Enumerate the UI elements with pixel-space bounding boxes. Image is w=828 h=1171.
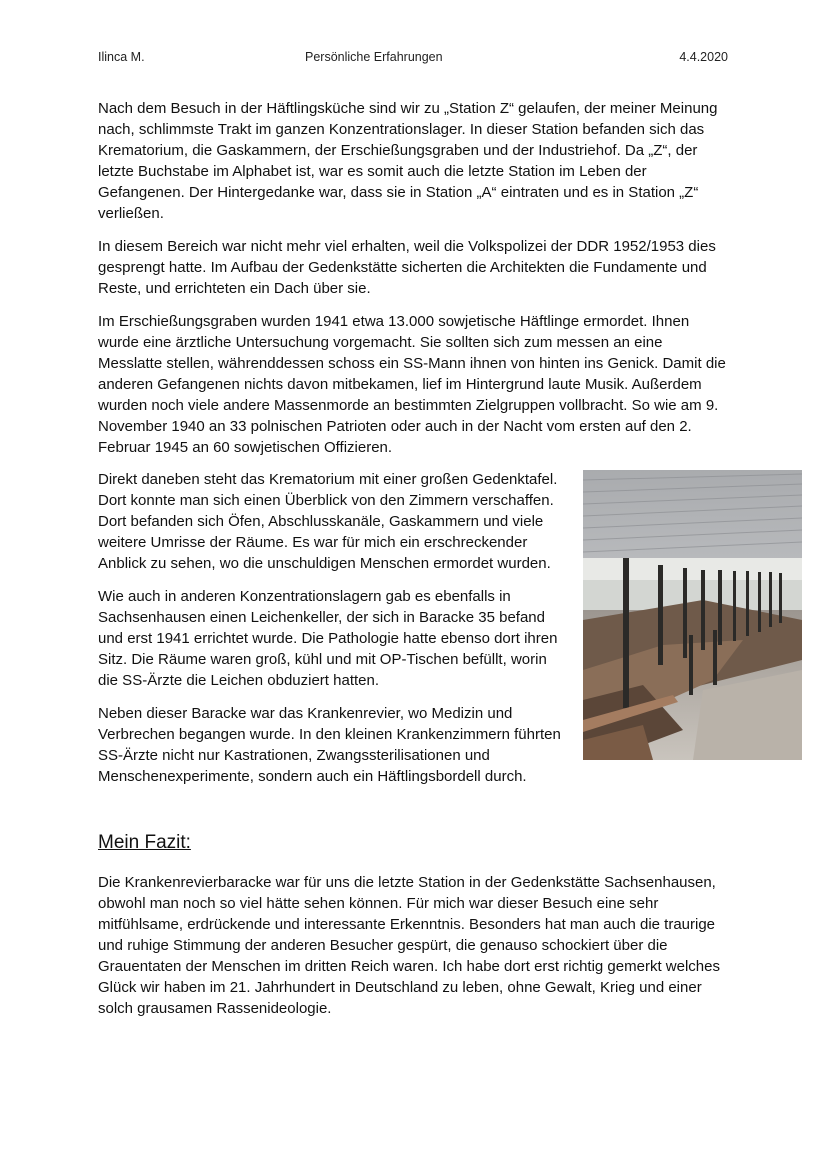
paragraph-station-z: Nach dem Besuch in der Häftlingsküche sind wir zu „Station Z“ gelaufen, der meiner Meinung nach, schlimmste Trakt im ganzen Konzentrationslager. In dieser Station befanden sich das Krematorium, die Gaskammern, der Erschießungsgraben und der Industriehof. Da „Z“, der letzte Buchstabe im Alphabet ist, war es somit auch die letzte Station im Leben der Gefangenen. Der Hintergedanke war, dass sie in Station „A“ eintraten und es in Station „Z“ verließen. <box>98 100 718 222</box>
paragraph-krankenrevier: Neben dieser Baracke war das Krankenrevier, wo Medizin und Verbrechen begangen wurde. In den kleinen Krankenzimmern führten SS-Ärzte nicht nur Kastrationen, Zwangssterilisationen und Menschenexperimente, sondern auch ein Häftlingsbordell durch. <box>98 705 561 785</box>
paragraph-fazit: Die Krankenrevierbaracke war für uns die letzte Station in der Gedenkstätte Sachsenhausen, obwohl man noch so viel hätte sehen können. Für mich war dieser Besuch eine sehr mitfühlsame, erdrückende und interessante Erkenntnis. Besonders hat man auch die traurige und ruhige Stimmung der anderen Besucher gespürt, die genauso schockiert über die Grauentaten der Menschen im dritten Reich waren. Ich habe dort erst richtig gemerkt welches Glück wir haben im 21. Jahrhundert in Deutschland zu leben, ohne Gewalt, Krieg und einer solch grausamen Rassenideologie. <box>98 874 720 1017</box>
paragraph-erschiessungsgraben: Im Erschießungsgraben wurden 1941 etwa 13.000 sowjetische Häftlinge ermordet. Ihnen wurde eine ärztliche Untersuchung vorgemacht. Sie sollten sich zum messen an eine Messlatte stellen, währenddessen schoss ein SS-Mann ihnen von hinten ins Genick. Damit die anderen Gefangenen nichts davon mitbekamen, lief im Hintergrund laute Musik. Außerdem wurden noch viele andere Massenmorde an bestimmten Zielgruppen vollbracht. So wie am 9. November 1940 an 33 polnischen Patrioten oder auch in der Nacht vom ersten auf den 2. Februar 1945 an 60 sowjetischen Offizieren. <box>98 313 726 456</box>
fazit-heading: Mein Fazit: <box>98 832 191 853</box>
header-author: Ilinca M. <box>98 50 145 64</box>
paragraph-ddr: In diesem Bereich war nicht mehr viel erhalten, weil die Volkspolizei der DDR 1952/1953 dies gesprengt hatte. Im Aufbau der Gedenkstätte sicherten die Architekten die Fundamente und Reste, und errichteten ein Dach über sie. <box>98 238 716 297</box>
header-date: 4.4.2020 <box>679 50 728 64</box>
paragraph-krematorium: Direkt daneben steht das Krematorium mit einer großen Gedenktafel. Dort konnte man sich einen Überblick von den Zimmern verschaffen. Dort befanden sich Öfen, Abschlusskanäle, Gaskammern und viele weitere Umrisse der Räume. Es war für mich ein erschreckender Anblick zu sehen, wo die unschuldigen Menschen ermordet wurden. <box>98 471 558 572</box>
document-body <box>98 98 730 1031</box>
paragraph-leichenkeller: Wie auch in anderen Konzentrationslagern gab es ebenfalls in Sachsenhausen einen Leichenkeller, der sich in Baracke 35 befand und erst 1941 errichtet wurde. Die Pathologie hatte ebenso dort ihren Sitz. Die Räume waren groß, kühl und mit OP-Tischen befüllt, worin die SS-Ärzte die Leichen obduziert hatten. <box>98 588 558 689</box>
krematorium-photo <box>583 470 802 760</box>
header-title: Persönliche Erfahrungen <box>305 50 443 64</box>
